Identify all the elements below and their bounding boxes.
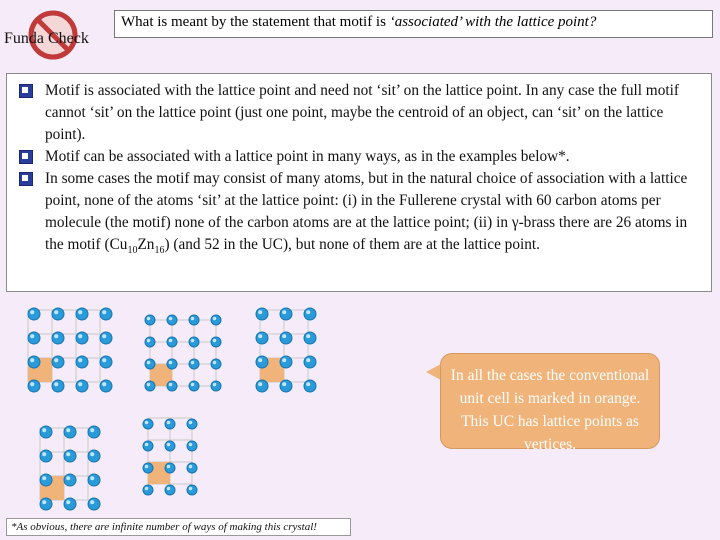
atom — [304, 332, 316, 344]
atom-highlight — [191, 317, 195, 321]
bullet-item — [17, 146, 701, 168]
atom — [143, 419, 153, 429]
atom — [165, 463, 175, 473]
atom-highlight — [30, 334, 34, 338]
atom-highlight — [282, 310, 286, 314]
atom-highlight — [282, 358, 286, 362]
unit-cell-callout — [440, 353, 660, 453]
atom — [211, 381, 221, 391]
atom-highlight — [258, 334, 262, 338]
atom-highlight — [145, 421, 149, 425]
atom — [40, 450, 52, 462]
bullet-text: Motif is associated with the lattice point and need not ‘sit’ on the lattice point. In any case the full motif cannot ‘sit’ on the lattice point (just one point, maybe the centroid of an object, can ‘sit’ on the lattice point). — [45, 82, 679, 143]
lattice-diagram-d — [30, 418, 120, 518]
atom-highlight — [66, 452, 70, 456]
atom-highlight — [213, 361, 217, 365]
atom-highlight — [147, 383, 151, 387]
atom — [88, 450, 100, 462]
atom-highlight — [54, 310, 58, 314]
atom-highlight — [90, 428, 94, 432]
atom-highlight — [167, 443, 171, 447]
atom — [28, 308, 40, 320]
atom-highlight — [213, 339, 217, 343]
atom — [304, 356, 316, 368]
atom — [40, 474, 52, 486]
atom-highlight — [54, 358, 58, 362]
atom-highlight — [30, 310, 34, 314]
atom — [187, 441, 197, 451]
atom — [280, 380, 292, 392]
atom-highlight — [145, 465, 149, 469]
atom-highlight — [306, 358, 310, 362]
atom-highlight — [147, 317, 151, 321]
atom-highlight — [42, 500, 46, 504]
bullet-text: Motif can be associated with a lattice point in many ways, as in the examples below*. — [45, 148, 570, 165]
atom — [64, 474, 76, 486]
atom-highlight — [102, 358, 106, 362]
atom-highlight — [169, 361, 173, 365]
atom-highlight — [191, 383, 195, 387]
atom — [256, 380, 268, 392]
bullet-text: In some cases the motif may consist of many atoms, but in the natural choice of association with a lattice point, none of the atoms ‘sit’ at the lattice point: (i) in the Fullerene crystal with 60 carbon atoms per molecule (the motif) none of the carbon atoms are at the lattice point; (ii) in γ-brass there are 26 atoms in the motif (Cu — [45, 170, 688, 253]
atom — [100, 380, 112, 392]
bullet-box-icon — [19, 150, 33, 164]
atom — [64, 498, 76, 510]
atom — [187, 419, 197, 429]
atom-highlight — [42, 452, 46, 456]
atom-highlight — [189, 443, 193, 447]
atom-highlight — [78, 334, 82, 338]
atom-highlight — [102, 382, 106, 386]
atom-highlight — [258, 310, 262, 314]
atom — [100, 356, 112, 368]
atom — [165, 485, 175, 495]
bullet-box-icon — [19, 84, 33, 98]
bullet-panel — [6, 73, 712, 292]
footnote: *As obvious, there are infinite number of ways of making this crystal! — [6, 518, 351, 536]
badge-label: Funda Check — [4, 30, 89, 47]
atom — [100, 308, 112, 320]
atom-highlight — [189, 421, 193, 425]
atom — [28, 332, 40, 344]
lattice-diagram-c — [250, 300, 340, 410]
atom — [189, 381, 199, 391]
atom — [167, 315, 177, 325]
atom-highlight — [147, 361, 151, 365]
atom — [167, 337, 177, 347]
atom — [280, 356, 292, 368]
lattice-diagram-b — [140, 310, 230, 400]
atom-highlight — [30, 358, 34, 362]
atom-highlight — [42, 428, 46, 432]
funda-check-badge — [0, 4, 112, 64]
question-text: What is meant by the statement that motif is — [121, 14, 390, 30]
atom-highlight — [189, 487, 193, 491]
bullet-item — [17, 168, 701, 262]
atom — [88, 426, 100, 438]
atom-highlight — [78, 358, 82, 362]
atom — [100, 332, 112, 344]
atom — [76, 308, 88, 320]
atom-highlight — [102, 334, 106, 338]
atom — [145, 315, 155, 325]
atom-highlight — [90, 500, 94, 504]
atom-highlight — [306, 334, 310, 338]
atom-highlight — [282, 382, 286, 386]
atom-highlight — [167, 487, 171, 491]
atom — [189, 315, 199, 325]
atom-highlight — [30, 382, 34, 386]
bullet-item — [17, 80, 701, 146]
atom — [165, 419, 175, 429]
atom — [304, 380, 316, 392]
atom — [88, 498, 100, 510]
atom-highlight — [102, 310, 106, 314]
atom-highlight — [42, 476, 46, 480]
callout-text: In all the cases the conventional unit cell is marked in orange. This UC has lattice points as vertices. — [450, 367, 650, 453]
atom-highlight — [66, 500, 70, 504]
atom — [52, 308, 64, 320]
atom — [256, 308, 268, 320]
atom — [143, 485, 153, 495]
bullet-text: ) (and 52 in the UC), but none of them are at the lattice point. — [164, 236, 540, 253]
atom — [211, 337, 221, 347]
lattice-diagram-a — [18, 300, 128, 410]
atom-highlight — [191, 361, 195, 365]
atom-highlight — [306, 310, 310, 314]
atom — [64, 450, 76, 462]
atom-highlight — [169, 383, 173, 387]
question-text-italic: ‘associated’ with the lattice point? — [389, 14, 597, 30]
atom-highlight — [78, 310, 82, 314]
atom — [143, 441, 153, 451]
bullet-list — [17, 80, 701, 262]
bullet-text: Zn — [137, 236, 155, 253]
atom — [187, 463, 197, 473]
atom-highlight — [213, 317, 217, 321]
atom — [40, 498, 52, 510]
atom — [145, 381, 155, 391]
bullet-box-icon — [19, 172, 33, 186]
callout-pointer — [426, 364, 441, 380]
atom-highlight — [54, 382, 58, 386]
atom — [145, 359, 155, 369]
atom — [40, 426, 52, 438]
atom-highlight — [147, 339, 151, 343]
atom — [304, 308, 316, 320]
atom-highlight — [169, 317, 173, 321]
atom-highlight — [258, 358, 262, 362]
question-title — [114, 10, 713, 38]
atom-highlight — [78, 382, 82, 386]
atom — [256, 332, 268, 344]
subscript: 10 — [127, 245, 138, 257]
atom — [76, 356, 88, 368]
atom — [76, 380, 88, 392]
atom — [52, 356, 64, 368]
atom-highlight — [191, 339, 195, 343]
atom-highlight — [306, 382, 310, 386]
atom — [52, 332, 64, 344]
atom-highlight — [169, 339, 173, 343]
atom-highlight — [54, 334, 58, 338]
atom-highlight — [66, 476, 70, 480]
atom-highlight — [167, 421, 171, 425]
atom — [88, 474, 100, 486]
atom — [187, 485, 197, 495]
atom — [280, 308, 292, 320]
atom-highlight — [66, 428, 70, 432]
atom-highlight — [282, 334, 286, 338]
atom — [211, 359, 221, 369]
atom — [280, 332, 292, 344]
atom — [167, 381, 177, 391]
atom — [143, 463, 153, 473]
atom — [28, 356, 40, 368]
atom — [211, 315, 221, 325]
atom — [189, 359, 199, 369]
atom — [76, 332, 88, 344]
atom — [167, 359, 177, 369]
lattice-diagram-e — [138, 408, 208, 508]
atom-highlight — [189, 465, 193, 469]
atom-highlight — [213, 383, 217, 387]
atom — [165, 441, 175, 451]
atom — [189, 337, 199, 347]
atom-highlight — [90, 452, 94, 456]
atom — [28, 380, 40, 392]
atom — [256, 356, 268, 368]
atom-highlight — [145, 487, 149, 491]
atom-highlight — [258, 382, 262, 386]
atom-highlight — [145, 443, 149, 447]
atom — [52, 380, 64, 392]
subscript: 16 — [154, 245, 165, 257]
atom-highlight — [167, 465, 171, 469]
atom — [64, 426, 76, 438]
atom-highlight — [90, 476, 94, 480]
atom — [145, 337, 155, 347]
